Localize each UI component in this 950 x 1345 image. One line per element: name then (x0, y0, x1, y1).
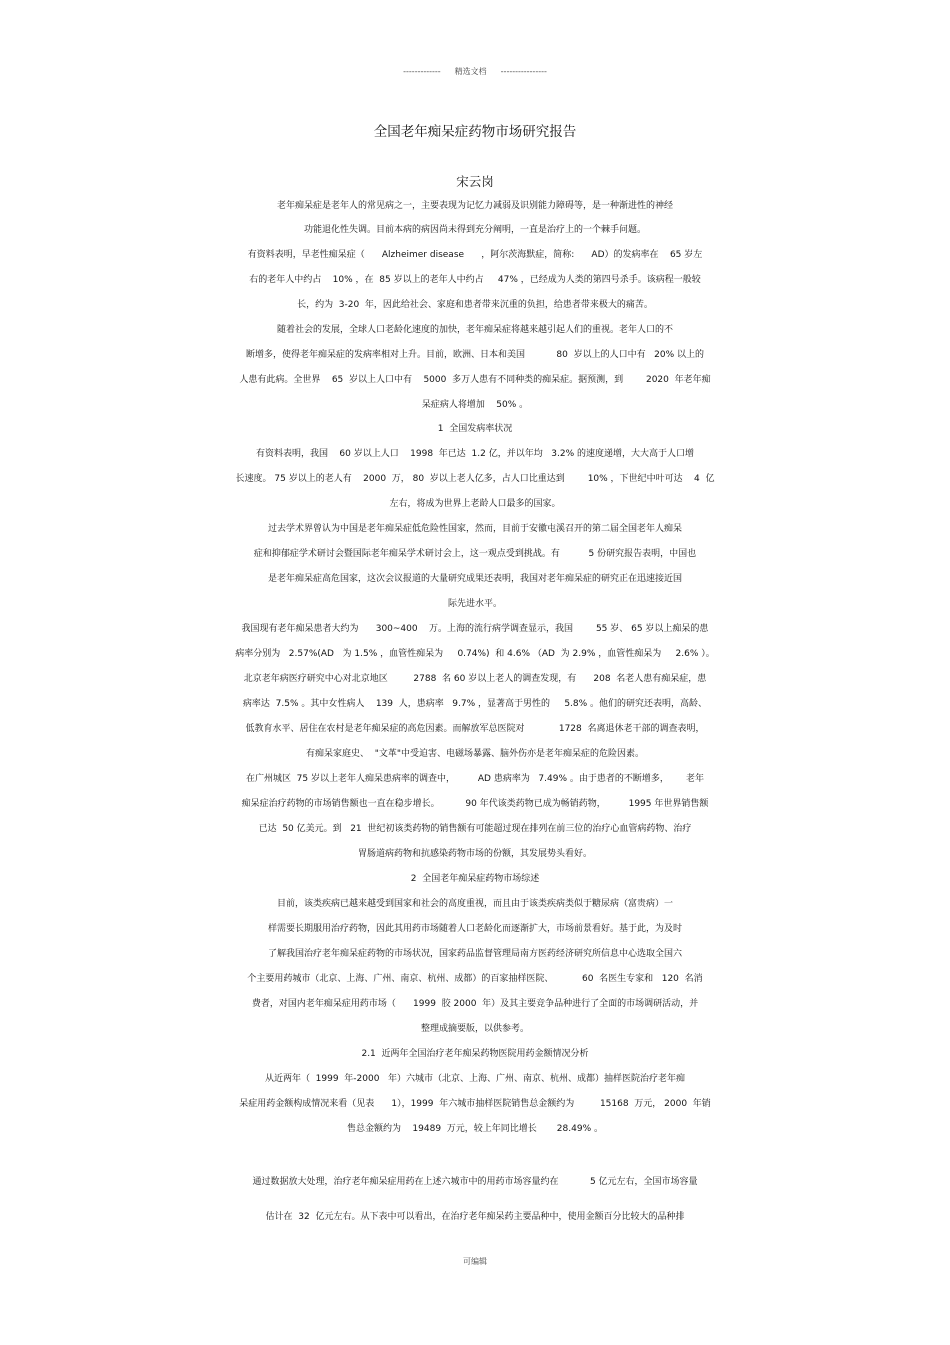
body-line: 痴呆症治疗药物的市场销售额也一直在稳步增长。 90 年代该类药物已成为畅销药物， 1995 年世界销售额 (241, 799, 709, 809)
page-footer: 可编辑 (463, 1257, 487, 1266)
body-line: 个主要用药城市（北京、上海、广州、南京、杭州、成都）的百家抽样医院、 60 名医生专家和 120 名消 (247, 974, 703, 984)
body-line: 病率达 7.5% 。其中女性病人 139 人，患病率 9.7% ，显著高于男性的 5.8% 。他们的研究还表明，高龄、 (242, 699, 708, 709)
body-line: 长速度。 75 岁以上的老人有 2000 万， 80 岁以上老人亿多，占人口比重达到 10% ，下世纪中叶可达 4 亿 (235, 474, 715, 484)
body-line: 呆症病人将增加 50% 。 (421, 400, 529, 410)
body-line: 样需要长期服用治疗药物，因此其用药市场随着人口老龄化而逐渐扩大，市场前景看好。基于此，为及时 (267, 924, 682, 934)
body-line: 费者，对国内老年痴呆症用药市场（ 1999 胶 2000 年）及其主要竞争品种进行了全面的市场调研活动，并 (251, 999, 699, 1009)
body-line: 随着社会的发展，全球人口老龄化速度的加快，老年痴呆症将越来越引起人们的重视。老年人口的不 (276, 325, 673, 335)
header-right-dashes: ---------------- (500, 67, 547, 76)
body-line: 人患有此病。全世界 65 岁以上人口中有 5000 多万人患有不同种类的痴呆症。据预测，到 2020 年老年痴 (239, 375, 711, 385)
body-line: 有资料表明，早老性痴呆症（ Alzheimer disease ，阿尔茨海默症，简称: AD）的发病率在 65 岁左 (247, 250, 703, 260)
page-header (0, 66, 950, 77)
body-line: 整理成摘要版，以供参考。 (420, 1024, 529, 1034)
section-heading: 2 全国老年痴呆症药物市场综述 (410, 874, 540, 884)
body-line: 通过数据放大处理，治疗老年痴呆症用药在上述六城市中的用药市场容量约在 5 亿元左右，全国市场容量 (252, 1177, 698, 1187)
section-heading: 1 全国发病率状况 (437, 424, 513, 434)
body-line: 病率分别为 2.57%(AD 为 1.5% ，血管性痴呆为 0.74%) 和 4.6% （AD 为 2.9% ，血管性痴呆为 2.6% ）。 (235, 649, 715, 659)
body-line: 低教育水平、居住在农村是老年痴呆症的高危因素。而解放军总医院对 1728 名离退休老干部的调查表明， (245, 724, 705, 734)
body-line: 目前，该类疾病已越来越受到国家和社会的高度重视，而且由于该类疾病类似于糖尿病（富贵病）一 (276, 899, 673, 909)
body-line: 老年痴呆症是老年人的常见病之一，主要表现为记忆力减弱及识别能力障碍等，是一种渐进性的神经 (276, 201, 673, 211)
header-label: 精选文档 (454, 67, 487, 76)
body-line: 已达 50 亿美元。到 21 世纪初该类药物的销售额有可能超过现在排列在前三位的治疗心血管病药物、治疗 (258, 824, 692, 834)
header-left-dashes: ------------- (403, 67, 441, 76)
body-line: 从近两年（ 1999 年-2000 年）六城市（北京、上海、广州、南京、杭州、成都）抽样医院治疗老年痴 (264, 1074, 686, 1084)
document-title: 全国老年痴呆症药物市场研究报告 (373, 124, 577, 140)
body-line: 断增多，使得老年痴呆症的发病率相对上升。目前，欧洲、日本和美国 80 岁以上的人口中有 20% 以上的 (245, 350, 705, 360)
section-heading: 2.1 近两年全国治疗老年痴呆药物医院用药金额情况分析 (361, 1049, 589, 1059)
body-line: 过去学术界曾认为中国是老年痴呆症低危险性国家，然而，目前于安徽屯溪召开的第二届全国老年人痴呆 (267, 524, 682, 534)
body-line: 有痴呆家庭史、 "文革"中受迫害、电磁场暴露、脑外伤亦是老年痴呆症的危险因素。 (305, 749, 644, 759)
body-line: 估计在 32 亿元左右。从下表中可以看出，在治疗老年痴呆药主要品种中，使用金额百分比较大的品种排 (265, 1212, 685, 1222)
body-line: 际先进水平。 (447, 599, 502, 609)
body-line: 了解我国治疗老年痴呆症药物的市场状况，国家药品监督管理局南方医药经济研究所信息中心选取全国六 (267, 949, 682, 959)
body-line: 北京老年病医疗研究中心对北京地区 2788 名 60 岁以上老人的调查发现，有 208 名老人患有痴呆症，患 (243, 674, 707, 684)
body-line: 我国现有老年痴呆患者大约为 300~400 万。上海的流行病学调查显示，我国 55 岁、 65 岁以上痴呆的患 (241, 624, 709, 634)
body-line: 右的老年人中约占 10% ，在 85 岁以上的老年人中约占 47% ，已经成为人类的第四号杀手。该病程一般较 (249, 275, 701, 285)
body-line: 左右，将成为世界上老龄人口最多的国家。 (389, 499, 561, 509)
body-line: 功能退化性失调。目前本病的病因尚未得到充分阐明，一直是治疗上的一个棘手问题。 (303, 225, 646, 235)
body-line: 呆症用药金额构成情况来看（见表 1），1999 年六城市抽样医院销售总金额约为 15168 万元， 2000 年销 (239, 1099, 711, 1109)
body-line: 是老年痴呆症高危国家，这次会议报道的大量研究成果还表明，我国对老年痴呆症的研究正在迅速接近国 (267, 574, 682, 584)
body-line: 长，约为 3-20 年，因此给社会、家庭和患者带来沉重的负担，给患者带来极大的痛苦。 (297, 300, 653, 310)
body-line: 胃肠道病药物和抗感染药物市场的份额，其发展势头看好。 (357, 849, 592, 859)
body-line: 售总金额约为 19489 万元，较上年同比增长 28.49% 。 (346, 1124, 603, 1134)
body-line: 有资料表明，我国 60 岁以上人口 1998 年已达 1.2 亿，并以年均 3.2% 的速度递增，大大高于人口增 (255, 449, 695, 459)
body-line: 在广州城区 75 岁以上老年人痴呆患病率的调查中， AD 患病率为 7.49% 。由于患者的不断增多， 老年 (245, 774, 705, 784)
document-author: 宋云岗 (456, 174, 494, 189)
body-line: 症和抑郁症学术研讨会暨国际老年痴呆学术研讨会上，这一观点受到挑战。有 5 份研究报告表明，中国也 (253, 549, 697, 559)
